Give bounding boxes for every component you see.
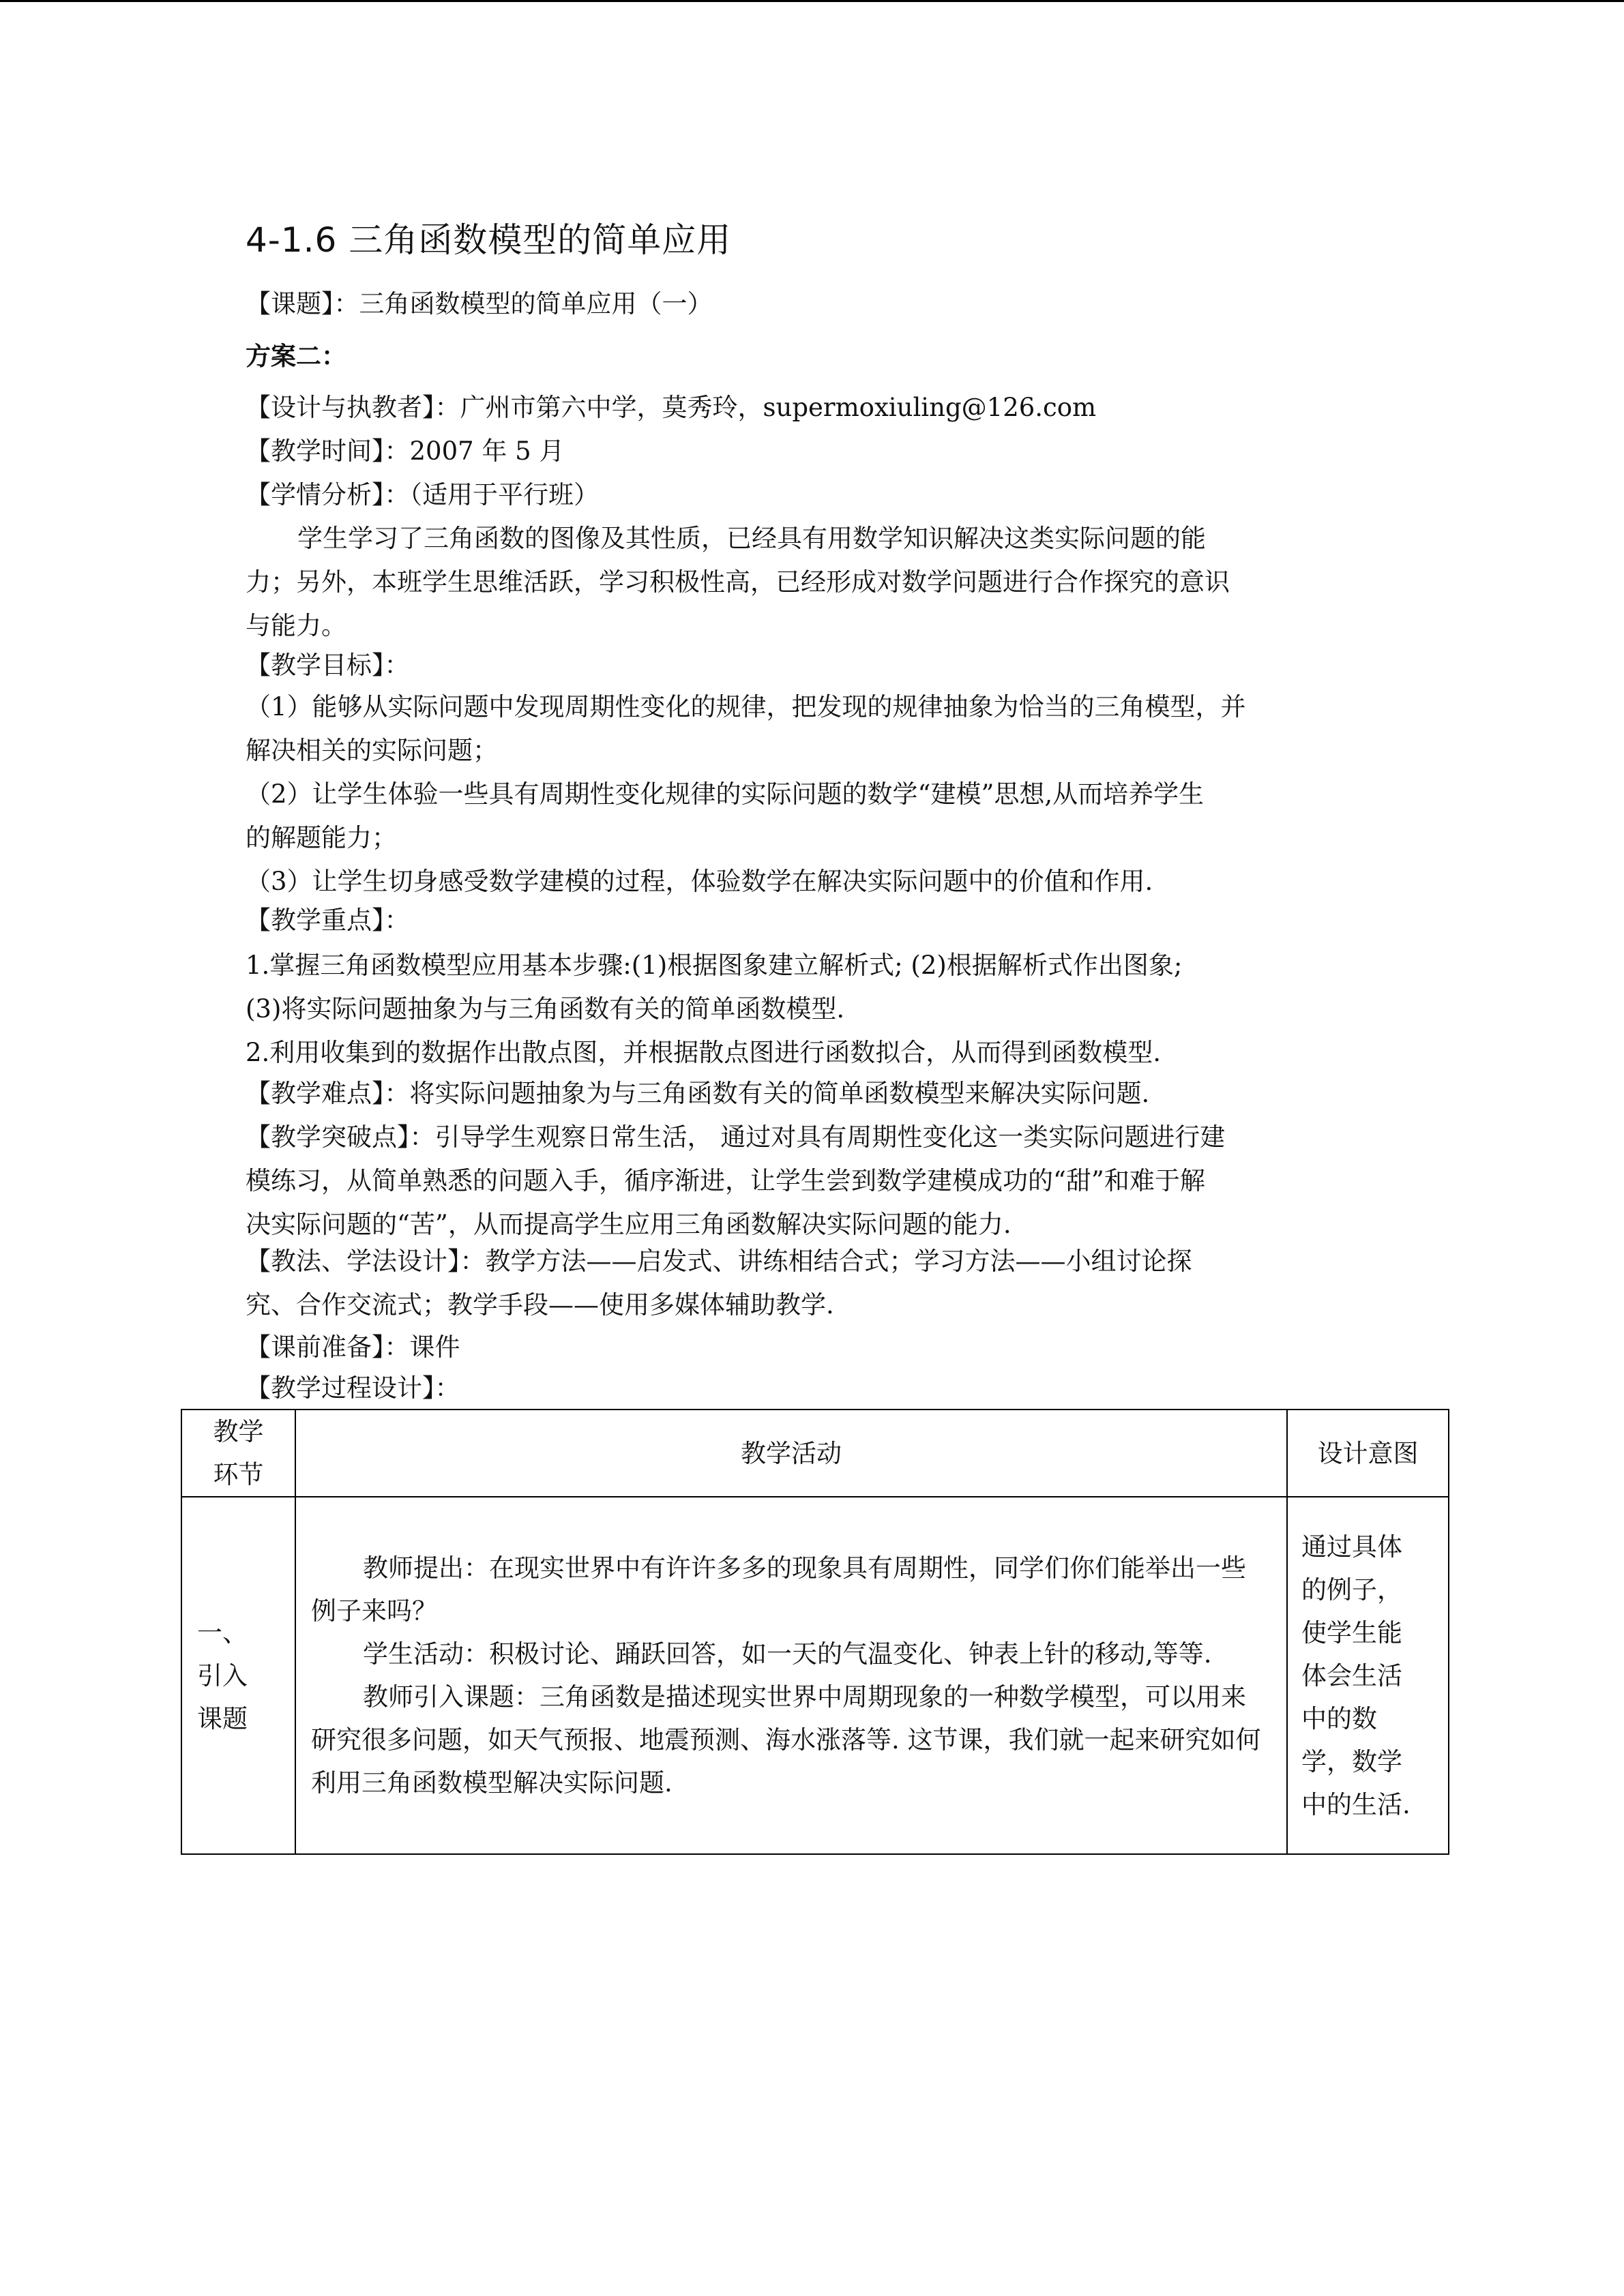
analysis-line: 与能力。	[246, 611, 346, 640]
breakthrough-line: 决实际问题的“苦”，从而提高学生应用三角函数解决实际问题的能力.	[246, 1210, 1012, 1239]
stage-line: 课题	[197, 1703, 248, 1733]
breakthrough-paragraph	[246, 1116, 1378, 1247]
intent-line: 中的生活.	[1301, 1789, 1411, 1819]
key-point-line: 2.利用收集到的数据作出散点图，并根据散点图进行函数拟合，从而得到函数模型.	[246, 1038, 1162, 1067]
analysis-label: 【学情分析】：（适用于平行班）	[246, 480, 599, 509]
header-stage-line: 环节	[213, 1460, 264, 1489]
header-activity: 教学活动	[295, 1410, 1287, 1497]
analysis-line: 学生学习了三角函数的图像及其性质，已经具有用数学知识解决这类实际问题的能	[297, 524, 1206, 553]
analysis-line: 力；另外，本班学生思维活跃，学习积极性高，已经形成对数学问题进行合作探究的意识	[246, 567, 1230, 597]
page-title: 4-1.6 三角函数模型的简单应用	[246, 220, 732, 260]
intent-line: 使学生能	[1301, 1617, 1402, 1648]
key-point-line: 1.掌握三角函数模型应用基本步骤:(1)根据图象建立解析式; (2)根据解析式作出图象;	[246, 951, 1183, 980]
difficulty-line: 【教学难点】：将实际问题抽象为与三角函数有关的简单函数模型来解决实际问题.	[246, 1079, 1150, 1108]
analysis-paragraph	[246, 517, 1378, 648]
objective-line: （3）让学生切身感受数学建模的过程，体验数学在解决实际问题中的价值和作用.	[246, 867, 1153, 896]
plan-label: 方案二：	[246, 341, 346, 371]
intent-line: 中的数	[1301, 1703, 1377, 1733]
intent-line: 体会生活	[1301, 1660, 1402, 1690]
objective-line: 的解题能力；	[246, 823, 397, 852]
stage-line: 一、	[197, 1617, 248, 1648]
breakthrough-line: 模练习，从简单熟悉的问题入手，循序渐进，让学生尝到数学建模成功的“甜”和难于解	[246, 1166, 1205, 1195]
process-label: 【教学过程设计】：	[246, 1373, 460, 1403]
key-points-label: 【教学重点】：	[246, 906, 410, 935]
header-stage-line: 教学	[213, 1417, 264, 1446]
header-intent: 设计意图	[1287, 1410, 1449, 1497]
method-line: 究、合作交流式；教学手段——使用多媒体辅助教学.	[246, 1290, 834, 1320]
objectives-label: 【教学目标】：	[246, 651, 410, 680]
activity-paragraph: 教师引入课题：三角函数是描述现实世界中周期现象的一种数学模型，可以用来研究很多问题，如天气预报、地震预测、海水涨落等. 这节课，我们就一起来研究如何利用三角函数模型解决实际问题.	[311, 1682, 1261, 1798]
intent-line: 通过具体	[1301, 1532, 1402, 1562]
objective-line: 解决相关的实际问题；	[246, 736, 498, 765]
breakthrough-line: 【教学突破点】：引导学生观察日常生活， 通过对具有周期性变化这一类实际问题进行建	[246, 1122, 1226, 1152]
table-header-row	[181, 1410, 1449, 1497]
teaching-process-table	[181, 1409, 1449, 1855]
stage-line: 引入	[197, 1660, 248, 1690]
key-point-line: (3)将实际问题抽象为与三角函数有关的简单函数模型.	[246, 994, 845, 1024]
teaching-time-line: 【教学时间】：2007 年 5 月	[246, 436, 565, 466]
objective-line: （2）让学生体验一些具有周期性变化规律的实际问题的数学“建模”思想,从而培养学生	[246, 779, 1205, 809]
objective-line: （1）能够从实际问题中发现周期性变化的规律，把发现的规律抽象为恰当的三角模型，并	[246, 692, 1246, 721]
intent-cell	[1287, 1497, 1449, 1854]
stage-cell	[181, 1497, 295, 1854]
topic-line: 【课题】：三角函数模型的简单应用（一）	[246, 289, 713, 318]
method-paragraph	[246, 1240, 1378, 1327]
header-stage	[181, 1410, 295, 1497]
method-line: 【教法、学法设计】：教学方法——启发式、讲练相结合式；学习方法——小组讨论探	[246, 1247, 1192, 1276]
activity-paragraph: 教师提出：在现实世界中有许许多多的现象具有周期性，同学们你们能举出一些例子来吗？	[311, 1553, 1246, 1626]
objectives-list	[246, 685, 1378, 904]
preparation-line: 【课前准备】：课件	[246, 1332, 460, 1362]
top-border-line	[0, 0, 1624, 2]
key-points-list	[246, 944, 1378, 1075]
intent-line: 的例子，	[1301, 1575, 1402, 1605]
activity-paragraph: 学生活动：积极讨论、踊跃回答，如一天的气温变化、钟表上针的移动,等等.	[363, 1639, 1212, 1669]
activity-cell	[295, 1497, 1287, 1854]
designer-line: 【设计与执教者】：广州市第六中学，莫秀玲，supermoxiuling@126.com	[246, 393, 1097, 422]
intent-line: 学，数学	[1301, 1746, 1402, 1776]
table-row	[181, 1497, 1449, 1854]
